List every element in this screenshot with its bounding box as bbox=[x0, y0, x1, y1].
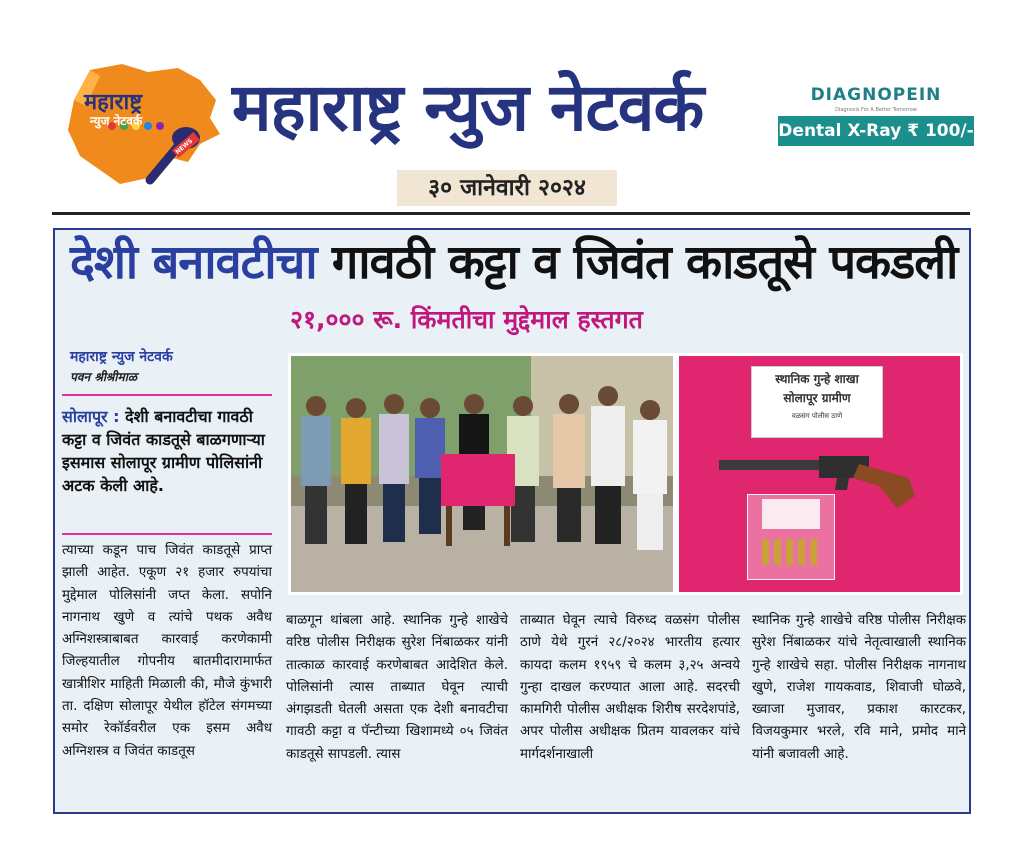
article-column-4 bbox=[752, 610, 966, 766]
article-headline bbox=[70, 232, 970, 294]
sign-note: वळसंग पोलीस ठाणे bbox=[791, 412, 843, 420]
sign-line-2: सोलापूर ग्रामीण bbox=[783, 391, 851, 405]
headline-rest: गावठी कट्टा व जिवंत काडतूसे पकडली bbox=[316, 235, 958, 290]
logo-title: महाराष्ट्र bbox=[84, 90, 143, 115]
cartridge-icon bbox=[758, 535, 824, 571]
headline-highlight: देशी बनावटीचा bbox=[70, 235, 317, 290]
lead-bottom-divider bbox=[62, 533, 272, 535]
byline-author: पवन श्रीश्रीमाळ bbox=[70, 370, 137, 384]
column-4-text: स्थानिक गुन्हे शाखेचे वरिष्ठ पोलीस निरीक्षक सुरेश निंबाळकर यांचे नेतृत्वाखाली स्थानिक गुन्हे शाखेचे सहा. पोलीस निरीक्षक नागनाथ खुणे, राजेश गायकवाड, शिवाजी घोळवे, ख्वाजा मुजावर, प्रकाश कारटकर, विजयकुमार भरले, रवि माने, प्रमोद माने यांनी बजावली आहे. bbox=[752, 613, 966, 762]
byline bbox=[70, 347, 280, 385]
article-subheadline: २१,००० रू. किंमतीचा मुद्देमाल हस्तगत bbox=[290, 305, 643, 334]
ad-offer: Dental X-Ray ₹ 100/- bbox=[778, 116, 974, 146]
ad-tagline: Diagnosis For A Better Tomorrow bbox=[835, 107, 917, 113]
evidence-sign-board bbox=[751, 366, 883, 438]
group-photo bbox=[288, 353, 676, 595]
ad-brand: DIAGNOPEIN bbox=[810, 85, 942, 105]
column-2-text: बाळगून थांबला आहे. स्थानिक गुन्हे शाखेचे वरिष्ठ पोलीस निरीक्षक सुरेश निंबाळकर यांनी तात्काळ कारवाई करणेबाबत आदेशित केले. पोलिसांनी त्यास ताब्यात घेवून त्याची अंगझडती घेतली असता एक देशी बनावटीचा गावठी कट्टा व पॅन्टीच्या खिशामध्ये ०५ जिवंत काडतूसे सापडली. त्यास bbox=[286, 613, 508, 762]
lead-top-divider bbox=[62, 394, 272, 396]
article-lead bbox=[62, 405, 272, 497]
group-photo-image bbox=[291, 356, 673, 592]
column-1-text: त्याच्या कडून पाच जिवंत काडतूसे प्राप्त झाली आहेत. एकूण २१ हजार रुपयांचा मुद्देमाल पोलिसांनी जप्त केला. सपोनि नागनाथ खुणे व त्यांचे पथक अवैध अग्निशस्त्राबाबत कारवाई करणेकामी जिल्हयातील गोपनीय बातमीदारामार्फत खात्रीशिर माहिती मिळाली की, मौजे कुंभारी ता. दक्षिण सोलापूर येथील हॉटेल संगमच्या समोर रेकॉर्डवरील एक इसम अवैध अग्निशस्त्र व जिवंत काडतूस bbox=[62, 543, 272, 759]
sign-line-1: स्थानिक गुन्हे शाखा bbox=[775, 372, 859, 386]
issue-date: ३० जानेवारी २०२४ bbox=[397, 170, 617, 206]
dateline: सोलापूर : bbox=[62, 407, 120, 426]
article-column-1 bbox=[62, 540, 272, 763]
article-column-2 bbox=[286, 610, 508, 766]
article-column-3 bbox=[520, 610, 740, 766]
masthead-title: महाराष्ट्र न्युज नेटवर्क bbox=[232, 69, 704, 146]
masthead-divider bbox=[52, 212, 970, 215]
byline-org: महाराष्ट्र न्युज नेटवर्क bbox=[70, 349, 173, 365]
mic-label: NEWS bbox=[174, 137, 195, 156]
evidence-photo bbox=[676, 353, 963, 595]
packet-label bbox=[762, 499, 820, 529]
lead-text: देशी बनावटीचा गावठी कट्टा व जिवंत काडतूसे बाळगणाऱ्या इसमास सोलापूर ग्रामीण पोलिसांनी अटक केली आहे. bbox=[62, 407, 265, 495]
advertisement[interactable] bbox=[778, 85, 974, 147]
logo-subtitle: न्युज नेटवर्क bbox=[90, 114, 143, 128]
cartridges-packet bbox=[747, 494, 835, 580]
publication-logo bbox=[60, 60, 225, 190]
column-3-text: ताब्यात घेवून त्याचे विरुध्द वळसंग पोलीस ठाणे येथे गुरनं २८/२०२४ भारतीय हत्यार कायदा कलम १९५९ चे कलम ३,२५ अन्वये गुन्हा दाखल करण्यात आला आहे. सदरची कामगिरी पोलीस अधीक्षक शिरीष सरदेशपांडे, अपर पोलीस अधीक्षक प्रितम यावलकर यांचे मार्गदर्शनाखाली bbox=[520, 613, 740, 762]
